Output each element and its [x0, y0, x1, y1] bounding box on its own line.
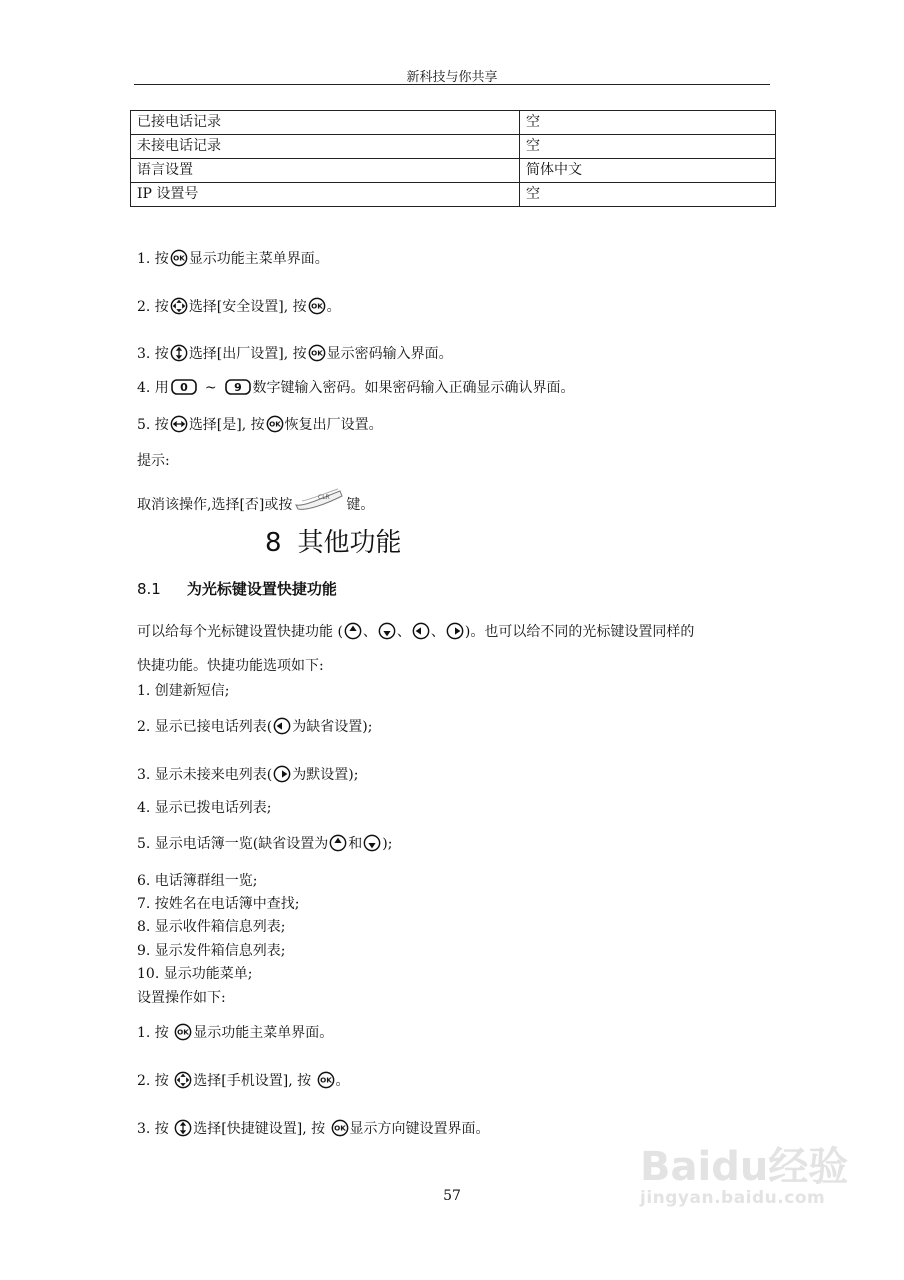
option-text: ); [382, 836, 393, 852]
page-header-title: 新科技与你共享 [406, 70, 498, 85]
watermark-brand: Baidu经验 [640, 1144, 849, 1190]
down-arrow-key-icon [363, 834, 381, 852]
setup-step-1 [137, 1022, 333, 1042]
option-item: 10. 显示功能菜单; [137, 966, 253, 982]
step-text: 。 [326, 299, 341, 315]
option-item: 4. 显示已拨电话列表; [137, 800, 272, 816]
reset-step-1 [137, 248, 329, 268]
svg-text:0: 0 [179, 381, 188, 394]
table-cell-label: 已接电话记录 [131, 111, 520, 135]
table-row [131, 111, 776, 135]
ok-button-icon [317, 1071, 335, 1089]
intro-line-1 [137, 621, 694, 641]
tip-text [137, 487, 374, 515]
step-text: 3. 按 [137, 346, 169, 362]
option-text: 为缺省设置); [292, 719, 373, 735]
step-text: 显示密码输入界面。 [326, 346, 453, 362]
nine-key-icon [225, 379, 251, 399]
step-text: 选择[是], 按 [188, 417, 265, 433]
separator: 、 [430, 624, 445, 640]
step-text: 选择[出厂设置], 按 [188, 346, 307, 362]
down-arrow-key-icon [378, 622, 396, 640]
ok-button-icon [308, 297, 326, 315]
option-text: 3. 显示未接来电列表( [137, 767, 273, 783]
four-way-nav-icon [174, 1071, 192, 1089]
page-number: 57 [443, 1188, 461, 1204]
zero-key-icon [171, 379, 197, 399]
option-item [137, 833, 392, 853]
option-text: 5. 显示电话簿一览(缺省设置为 [137, 836, 329, 852]
step-text: 显示功能主菜单界面。 [193, 1025, 334, 1041]
ok-button-icon [308, 344, 326, 362]
setup-step-3 [137, 1118, 490, 1138]
option-item: 8. 显示收件箱信息列表; [137, 919, 286, 935]
step-text: 4. 用 [137, 380, 169, 396]
option-item: 6. 电话簿群组一览; [137, 873, 258, 889]
intro-text: )。也可以给不同的光标键设置同样的 [464, 624, 695, 640]
step-text: 数字键输入密码。如果密码输入正确显示确认界面。 [252, 380, 575, 396]
step-text: 选择[手机设置], 按 [193, 1073, 316, 1089]
subsection-title-text: 为光标键设置快捷功能 [186, 580, 337, 598]
option-text: 2. 显示已接电话列表( [137, 719, 273, 735]
reset-step-5 [137, 414, 383, 434]
step-text: 选择[安全设置], 按 [188, 299, 307, 315]
four-way-nav-icon [170, 297, 188, 315]
step-text: 显示功能主菜单界面。 [188, 251, 329, 267]
header-divider [134, 84, 770, 85]
left-arrow-key-icon [412, 622, 430, 640]
left-arrow-key-icon [273, 717, 291, 735]
table-cell-value: 空 [520, 111, 776, 135]
svg-text:9: 9 [233, 381, 242, 394]
table-cell-value: 简体中文 [520, 159, 776, 183]
svg-text:CLR: CLR [318, 494, 331, 501]
tilde-separator: ~ [204, 380, 217, 396]
table-cell-label: 未接电话记录 [131, 135, 520, 159]
option-item: 1. 创建新短信; [137, 683, 230, 699]
up-arrow-key-icon [344, 622, 362, 640]
ok-button-icon [331, 1119, 349, 1137]
tip-label: 提示: [137, 453, 170, 469]
setup-label: 设置操作如下: [137, 990, 226, 1006]
intro-line-2: 快捷功能。快捷功能选项如下: [137, 658, 324, 674]
option-item [137, 764, 358, 784]
tip-text-part: 取消该操作,选择[否]或按 [137, 497, 293, 513]
tip-text-part: 键。 [346, 497, 375, 513]
subsection-heading [137, 578, 337, 599]
section-number: 8 [265, 528, 282, 558]
ok-button-icon [170, 249, 188, 267]
clr-key-icon [294, 487, 344, 515]
table-cell-label: 语言设置 [131, 159, 520, 183]
reset-step-4 [137, 377, 575, 399]
watermark-url: jingyan.baidu.com [640, 1188, 826, 1208]
option-text: 和 [348, 836, 363, 852]
step-text: 1. 按 [137, 1025, 174, 1041]
step-text: 恢复出厂设置。 [284, 417, 383, 433]
table-row [131, 135, 776, 159]
table-row [131, 183, 776, 207]
right-arrow-key-icon [446, 622, 464, 640]
step-text: 2. 按 [137, 299, 169, 315]
up-arrow-key-icon [329, 834, 347, 852]
option-text: 为默设置); [292, 767, 359, 783]
step-text: 3. 按 [137, 1121, 174, 1137]
step-text: 。 [335, 1073, 350, 1089]
up-down-nav-icon [174, 1119, 192, 1137]
right-arrow-key-icon [273, 765, 291, 783]
reset-step-2 [137, 296, 341, 316]
option-item [137, 716, 372, 736]
separator: 、 [362, 624, 377, 640]
default-settings-table [130, 110, 776, 207]
step-text: 5. 按 [137, 417, 169, 433]
option-item: 7. 按姓名在电话簿中查找; [137, 896, 300, 912]
subsection-number: 8.1 [137, 580, 161, 598]
section-heading [265, 522, 402, 559]
separator: 、 [396, 624, 411, 640]
table-cell-value: 空 [520, 135, 776, 159]
step-text: 2. 按 [137, 1073, 174, 1089]
table-cell-label: IP 设置号 [131, 183, 520, 207]
step-text: 1. 按 [137, 251, 169, 267]
section-title-text: 其他功能 [297, 528, 402, 558]
step-text: 显示方向键设置界面。 [349, 1121, 490, 1137]
ok-button-icon [266, 415, 284, 433]
reset-step-3 [137, 343, 453, 363]
step-text: 选择[快捷键设置], 按 [193, 1121, 330, 1137]
up-down-nav-icon [170, 344, 188, 362]
setup-step-2 [137, 1070, 350, 1090]
table-row [131, 159, 776, 183]
table-cell-value: 空 [520, 183, 776, 207]
ok-button-icon [174, 1023, 192, 1041]
left-right-nav-icon [170, 415, 188, 433]
intro-text: 可以给每个光标键设置快捷功能 ( [137, 624, 343, 640]
option-item: 9. 显示发件箱信息列表; [137, 943, 286, 959]
